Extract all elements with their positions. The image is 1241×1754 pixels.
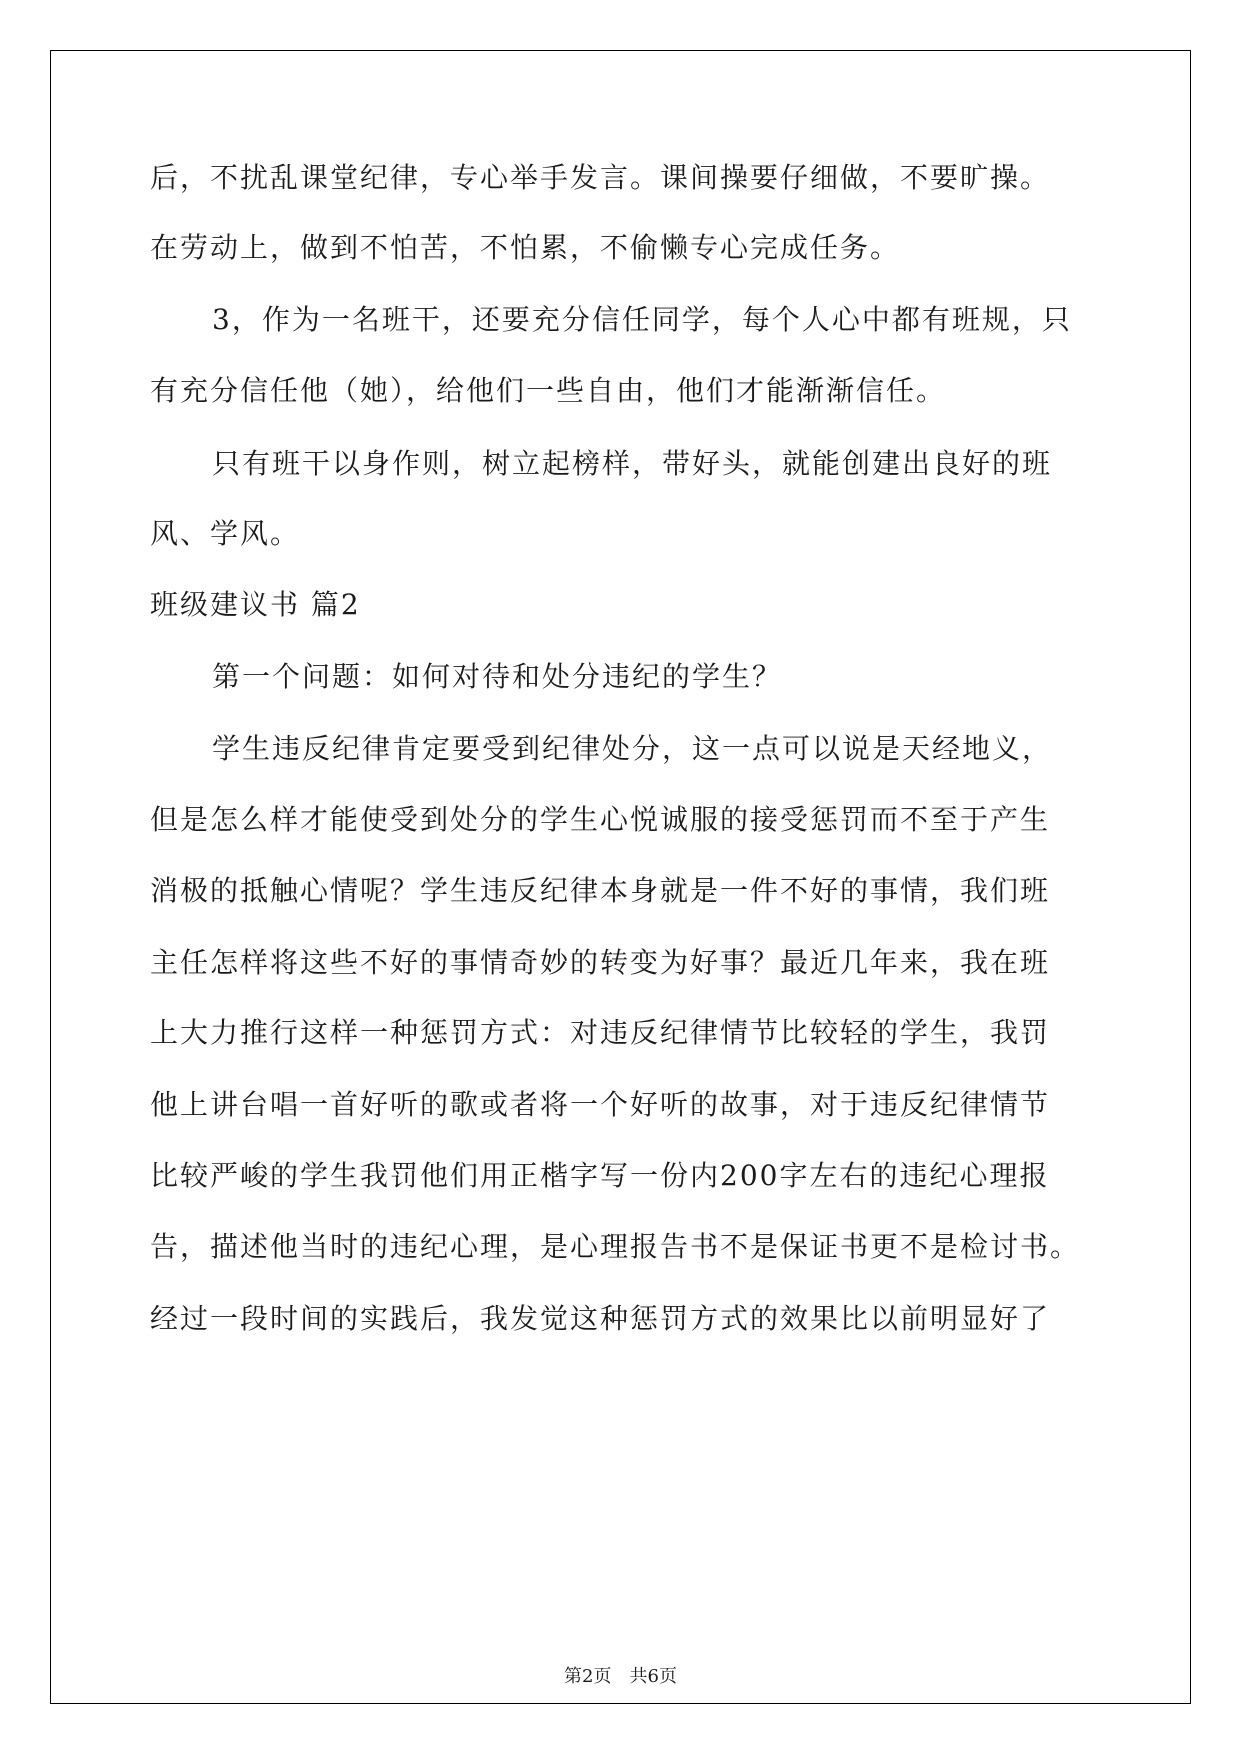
text-line: 上大力推行这样一种惩罚方式：对违反纪律情节比较轻的学生，我罚 — [150, 1016, 1051, 1049]
text-line: 消极的抵触心情呢？学生违反纪律本身就是一件不好的事情，我们班 — [150, 874, 1051, 907]
text-line: 他上讲台唱一首好听的歌或者将一个好听的故事，对于违反纪律情节 — [150, 1088, 1051, 1121]
text-line: 有充分信任他（她），给他们一些自由，他们才能渐渐信任。 — [150, 374, 947, 407]
paragraph-line: 学生违反纪律肯定要受到纪律处分，这一点可以说是天经地义， — [212, 732, 1053, 765]
text-line: 但是怎么样才能使受到处分的学生心悦诚服的接受惩罚而不至于产生 — [150, 803, 1051, 836]
page-number: 第2页 共6页 — [564, 1666, 677, 1687]
paragraph-line: 3，作为一名班干，还要充分信任同学，每个人心中都有班规，只 — [212, 303, 1072, 336]
text-line: 风、学风。 — [150, 517, 301, 550]
question-heading: 第一个问题：如何对待和处分违纪的学生？ — [212, 660, 783, 693]
section-heading: 班级建议书 篇2 — [150, 588, 361, 621]
text-line: 比较严峻的学生我罚他们用正楷字写一份内200字左右的违纪心理报 — [150, 1159, 1050, 1192]
text-line: 在劳动上，做到不怕苦，不怕累，不偷懒专心完成任务。 — [150, 231, 901, 264]
paragraph-line: 只有班干以身作则，树立起榜样，带好头，就能创建出良好的班 — [212, 447, 1053, 480]
text-line: 告，描述他当时的违纪心理，是心理报告书不是保证书更不是检讨书。 — [150, 1230, 1081, 1263]
text-line: 经过一段时间的实践后，我发觉这种惩罚方式的效果比以前明显好了 — [150, 1302, 1051, 1335]
text-line: 后，不扰乱课堂纪律，专心举手发言。课间操要仔细做，不要旷操。 — [150, 161, 1051, 194]
text-line: 主任怎样将这些不好的事情奇妙的转变为好事？最近几年来，我在班 — [150, 946, 1051, 979]
